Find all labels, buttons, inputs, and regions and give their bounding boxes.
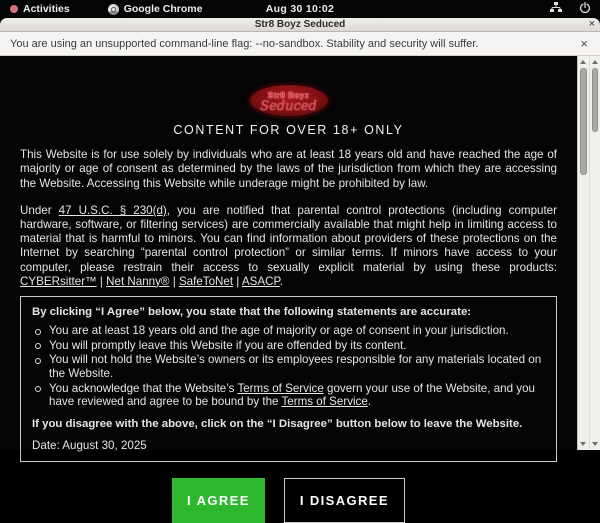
agreement-box	[20, 296, 557, 462]
app-menu-google-chrome[interactable]	[108, 3, 203, 15]
window-scrollbar-thumb[interactable]	[592, 68, 599, 132]
agreement-bullet-terms: You acknowledge that the Website’s Terms of Service govern your use of the Website, and you have reviewed and agree to be bound by the Terms of Service.	[32, 382, 545, 409]
window-title: Str8 Boyz Seduced	[255, 19, 346, 30]
page-title: CONTENT FOR OVER 18+ ONLY	[20, 123, 557, 137]
agreement-date: Date: August 30, 2025	[32, 439, 545, 453]
page-scroll-up-icon[interactable]	[580, 60, 586, 64]
agreement-intro: By clicking “I Agree” below, you state that the following statements are accurate:	[32, 305, 545, 319]
parental-control-paragraph: Under 47 U.S.C. § 230(d), you are notified that parental control protections (including computer hardware, software, or filtering services) are commercially available that might help in limiting access to material that is harmful to minors. You can find information about providers of these protections on the Internet by searching “parental control protection” or similar terms. If minors have access to your computer, please restrain their access to sexually explicit material by using these products: CYBERsitter™ | Net Nanny® | SafeToNet | ASACP.	[20, 204, 557, 289]
terms-of-service-link-2[interactable]: Terms of Service	[281, 395, 367, 408]
window-scrollbar[interactable]	[590, 56, 600, 450]
page-content	[0, 56, 577, 450]
window-titlebar[interactable]	[0, 18, 600, 32]
agreement-bullet-list	[32, 324, 545, 409]
clock-menu[interactable]: Aug 30 10:02	[266, 3, 334, 15]
agreement-bullet-age: You are at least 18 years old and the age of majority or age of consent in your jurisdiction.	[32, 324, 545, 338]
app-menu-label: Google Chrome	[124, 3, 203, 15]
window-scroll-up-icon[interactable]	[592, 60, 598, 64]
chrome-infobar	[0, 32, 600, 56]
terms-of-service-link[interactable]: Terms of Service	[237, 382, 323, 395]
window-close-icon[interactable]: ×	[589, 17, 595, 31]
asacp-link[interactable]: ASACP	[242, 275, 280, 288]
disagree-note: If you disagree with the above, click on the “I Disagree” button below to leave the Website.	[32, 417, 545, 431]
site-logo	[249, 84, 329, 117]
scrollbar-strip	[577, 56, 600, 450]
safetonet-link[interactable]: SafeToNet	[179, 275, 233, 288]
activities-button[interactable]	[10, 3, 70, 15]
page-scrollbar[interactable]	[578, 56, 590, 450]
network-icon[interactable]	[550, 2, 562, 16]
activities-dot-icon	[10, 5, 18, 13]
i-agree-button[interactable]: I AGREE	[172, 478, 265, 523]
power-icon[interactable]	[579, 2, 591, 17]
gnome-top-bar	[0, 0, 600, 18]
i-disagree-button[interactable]: I DISAGREE	[284, 478, 405, 523]
system-tray	[550, 2, 591, 17]
window-scroll-down-icon[interactable]	[592, 442, 598, 446]
cybersitter-link[interactable]: CYBERsitter™	[20, 275, 97, 288]
infobar-message: You are using an unsupported command-line flag: --no-sandbox. Stability and security will suffer.	[10, 38, 478, 50]
netnanny-link[interactable]: Net Nanny®	[106, 275, 169, 288]
infobar-close-icon[interactable]: ×	[580, 37, 588, 50]
usc-230d-link[interactable]: 47 U.S.C. § 230(d)	[59, 204, 167, 217]
site-logo-line1: Str8 Boyz	[250, 89, 328, 103]
age-statement-paragraph: This Website is for use solely by individuals who are at least 18 years old and have reached the age of majority or age of consent as determined by the laws of the jurisdiction from which they are accessing the Website. Accessing this Website while underage might be prohibited by law.	[20, 148, 557, 191]
site-logo-line2: Seduced	[250, 100, 328, 114]
page-scrollbar-thumb[interactable]	[580, 68, 587, 175]
agreement-bullet-liability: You will not hold the Website’s owners or its employees responsible for any materials located on the Website.	[32, 353, 545, 380]
page-scroll-down-icon[interactable]	[580, 442, 586, 446]
chrome-icon	[108, 4, 119, 15]
consent-buttons	[20, 478, 557, 523]
agreement-bullet-leave: You will promptly leave this Website if you are offended by its content.	[32, 339, 545, 353]
activities-label: Activities	[23, 3, 70, 15]
